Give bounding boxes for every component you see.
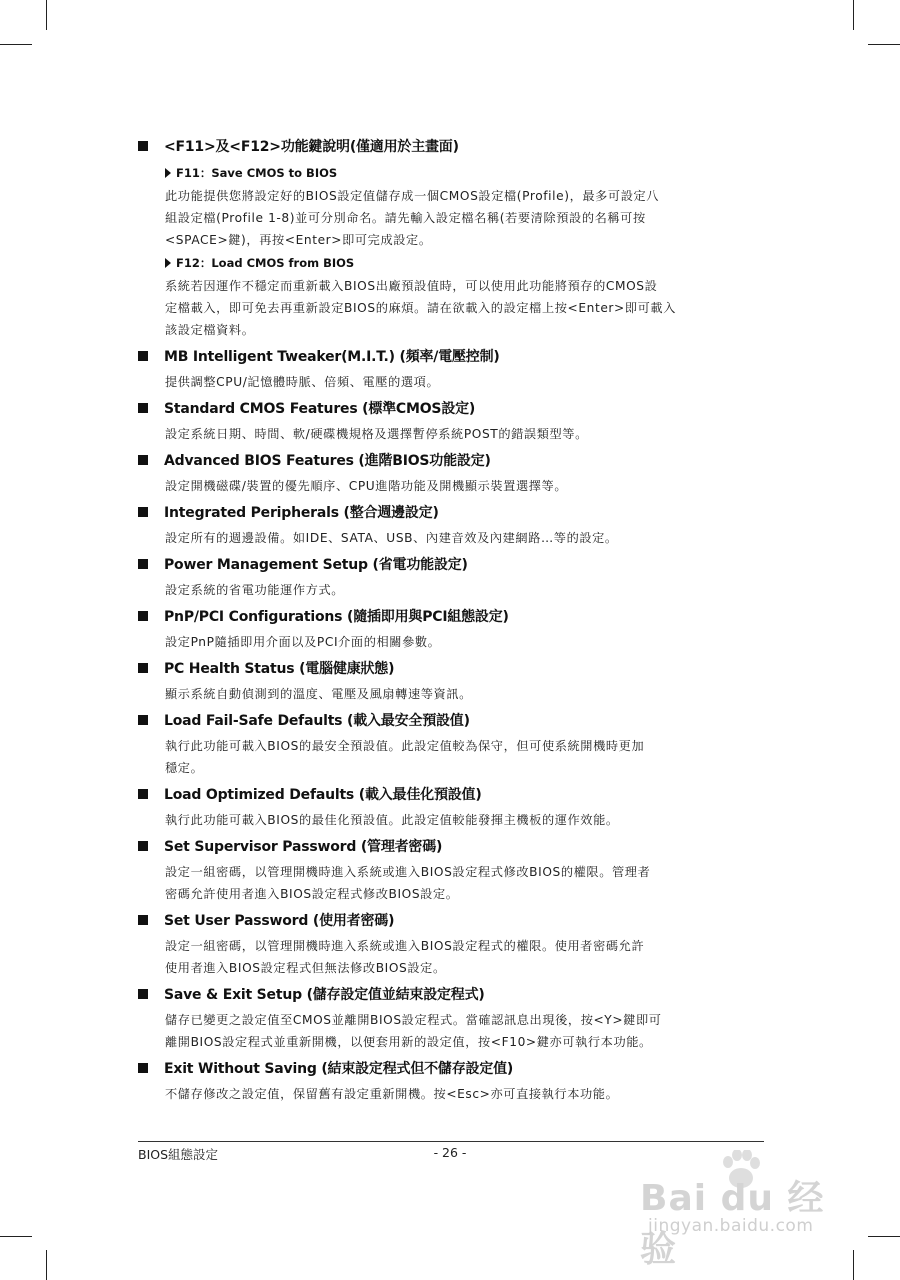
section-title-text: Save & Exit Setup (儲存設定值並結束設定程式) xyxy=(164,987,485,1003)
section-description xyxy=(165,683,778,705)
section-description xyxy=(165,275,778,341)
section-title-text: Integrated Peripherals (整合週邊設定) xyxy=(164,505,439,521)
section-title-text: PnP/PCI Configurations (隨插即用與PCI組態設定) xyxy=(164,609,509,625)
square-bullet-icon xyxy=(138,663,148,673)
watermark-logo: Bai du 经验 xyxy=(640,1178,825,1270)
section-description xyxy=(165,371,778,393)
section-exit-without-saving xyxy=(138,1053,778,1105)
square-bullet-icon xyxy=(138,403,148,413)
section-title xyxy=(138,393,778,423)
square-bullet-icon xyxy=(138,141,148,151)
section-description xyxy=(165,631,778,653)
description-line: 提供調整CPU/記憶體時脈、倍頻、電壓的選項。 xyxy=(165,375,440,389)
description-line: 儲存已變更之設定值至CMOS並離開BIOS設定程式。當確認訊息出現後，按<Y>鍵即可 xyxy=(165,1013,662,1027)
watermark xyxy=(636,1150,856,1270)
section-description xyxy=(165,185,778,251)
section-title xyxy=(138,1053,778,1083)
square-bullet-icon xyxy=(138,989,148,999)
subsection-title xyxy=(165,251,778,275)
section-supervisor-password xyxy=(138,831,778,905)
square-bullet-icon xyxy=(138,559,148,569)
section-title-text: <F11>及<F12>功能鍵說明(僅適用於主畫面) xyxy=(164,139,459,155)
square-bullet-icon xyxy=(138,455,148,465)
section-title-text: MB Intelligent Tweaker(M.I.T.) (頻率/電壓控制) xyxy=(164,349,500,365)
section-title-text: PC Health Status (電腦健康狀態) xyxy=(164,661,395,677)
description-line: 設定一組密碼，以管理開機時進入系統或進入BIOS設定程式的權限。使用者密碼允許 xyxy=(165,939,645,953)
description-line: 設定系統的省電功能運作方式。 xyxy=(165,583,345,597)
subsection-title-text: F12：Load CMOS from BIOS xyxy=(176,256,355,270)
crop-mark xyxy=(46,1250,47,1280)
section-description xyxy=(165,1009,778,1053)
section-description xyxy=(165,809,778,831)
watermark-url: jingyan.baidu.com xyxy=(648,1216,814,1236)
description-line: 定檔載入，即可免去再重新設定BIOS的麻煩。請在欲載入的設定檔上按<Enter>即可載入 xyxy=(165,301,677,315)
section-title xyxy=(138,653,778,683)
description-line: 不儲存修改之設定值，保留舊有設定重新開機。按<Esc>亦可直接執行本功能。 xyxy=(165,1087,619,1101)
section-advanced-bios xyxy=(138,445,778,497)
page-number: - 26 - xyxy=(433,1145,467,1160)
section-title xyxy=(138,979,778,1009)
section-function-keys xyxy=(138,131,778,341)
section-title xyxy=(138,905,778,935)
section-description xyxy=(165,423,778,445)
description-line: 執行此功能可載入BIOS的最佳化預設值。此設定值較能發揮主機板的運作效能。 xyxy=(165,813,619,827)
description-line: <SPACE>鍵)，再按<Enter>即可完成設定。 xyxy=(165,233,432,247)
crop-mark xyxy=(0,44,32,45)
footer-divider xyxy=(138,1141,764,1142)
section-pnp-pci xyxy=(138,601,778,653)
square-bullet-icon xyxy=(138,789,148,799)
description-line: 設定開機磁碟/裝置的優先順序、CPU進階功能及開機顯示裝置選擇等。 xyxy=(165,479,568,493)
section-fail-safe xyxy=(138,705,778,779)
subsection-title xyxy=(165,161,778,185)
section-title-text: Power Management Setup (省電功能設定) xyxy=(164,557,468,573)
description-line: 使用者進入BIOS設定程式但無法修改BIOS設定。 xyxy=(165,961,446,975)
crop-mark xyxy=(868,44,900,45)
description-line: 離開BIOS設定程式並重新開機，以便套用新的設定值，按<F10>鍵亦可執行本功能。 xyxy=(165,1035,652,1049)
square-bullet-icon xyxy=(138,507,148,517)
section-standard-cmos xyxy=(138,393,778,445)
description-line: 設定一組密碼，以管理開機時進入系統或進入BIOS設定程式修改BIOS的權限。管理者 xyxy=(165,865,651,879)
description-line: 執行此功能可載入BIOS的最安全預設值。此設定值較為保守，但可使系統開機時更加 xyxy=(165,739,645,753)
section-title-text: Load Optimized Defaults (載入最佳化預設值) xyxy=(164,787,482,803)
section-title xyxy=(138,601,778,631)
square-bullet-icon xyxy=(138,715,148,725)
description-line: 此功能提供您將設定好的BIOS設定值儲存成一個CMOS設定檔(Profile)，最多可設定八 xyxy=(165,189,660,203)
footer-section-name: BIOS組態設定 xyxy=(138,1147,219,1162)
section-title xyxy=(138,131,778,161)
description-line: 系統若因運作不穩定而重新載入BIOS出廠預設值時，可以使用此功能將預存的CMOS設 xyxy=(165,279,658,293)
square-bullet-icon xyxy=(138,1063,148,1073)
triangle-bullet-icon xyxy=(165,168,171,178)
crop-mark xyxy=(868,1236,900,1237)
description-line: 穩定。 xyxy=(165,761,204,775)
crop-mark xyxy=(0,1236,32,1237)
section-save-exit xyxy=(138,979,778,1053)
section-title xyxy=(138,497,778,527)
square-bullet-icon xyxy=(138,841,148,851)
square-bullet-icon xyxy=(138,611,148,621)
section-user-password xyxy=(138,905,778,979)
section-title xyxy=(138,705,778,735)
section-title xyxy=(138,831,778,861)
section-description xyxy=(165,1083,778,1105)
section-title-text: Standard CMOS Features (標準CMOS設定) xyxy=(164,401,476,417)
section-title xyxy=(138,445,778,475)
section-description xyxy=(165,861,778,905)
crop-mark xyxy=(46,0,47,30)
section-mit xyxy=(138,341,778,393)
section-optimized-defaults xyxy=(138,779,778,831)
square-bullet-icon xyxy=(138,351,148,361)
section-description xyxy=(165,475,778,497)
section-description xyxy=(165,527,778,549)
section-title-text: Advanced BIOS Features (進階BIOS功能設定) xyxy=(164,453,491,469)
section-pc-health xyxy=(138,653,778,705)
page-content xyxy=(138,128,778,1105)
description-line: 該設定檔資料。 xyxy=(165,323,255,337)
section-title xyxy=(138,549,778,579)
crop-mark xyxy=(853,0,854,30)
square-bullet-icon xyxy=(138,915,148,925)
description-line: 設定PnP隨插即用介面以及PCI介面的相關參數。 xyxy=(165,635,441,649)
description-line: 設定系統日期、時間、軟/硬碟機規格及選擇暫停系統POST的錯誤類型等。 xyxy=(165,427,588,441)
section-title-text: Load Fail-Safe Defaults (載入最安全預設值) xyxy=(164,713,470,729)
description-line: 組設定檔(Profile 1-8)並可分別命名。請先輸入設定檔名稱(若要清除預設的名稱可按 xyxy=(165,211,646,225)
section-power-management xyxy=(138,549,778,601)
description-line: 顯示系統自動偵測到的溫度、電壓及風扇轉速等資訊。 xyxy=(165,687,472,701)
section-description xyxy=(165,579,778,601)
section-title xyxy=(138,779,778,809)
triangle-bullet-icon xyxy=(165,258,171,268)
section-title xyxy=(138,341,778,371)
subsection-title-text: F11：Save CMOS to BIOS xyxy=(176,166,338,180)
section-integrated-peripherals xyxy=(138,497,778,549)
description-line: 設定所有的週邊設備。如IDE、SATA、USB、內建音效及內建網路…等的設定。 xyxy=(165,531,618,545)
section-description xyxy=(165,735,778,779)
section-title-text: Set User Password (使用者密碼) xyxy=(164,913,395,929)
description-line: 密碼允許使用者進入BIOS設定程式修改BIOS設定。 xyxy=(165,887,459,901)
section-title-text: Exit Without Saving (結束設定程式但不儲存設定值) xyxy=(164,1061,514,1077)
section-title-text: Set Supervisor Password (管理者密碼) xyxy=(164,839,443,855)
section-description xyxy=(165,935,778,979)
